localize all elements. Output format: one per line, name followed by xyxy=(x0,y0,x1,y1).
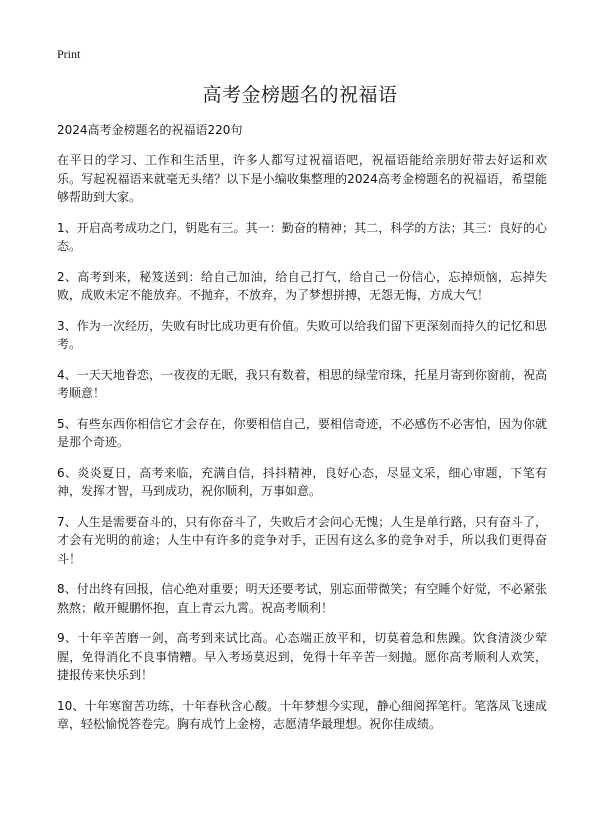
list-item: 4、一天天地眷恋，一夜夜的无眠，我只有数着，相思的绿莹帘珠，托星月寄到你窗前，祝高考顺意！ xyxy=(57,367,547,400)
page-title: 高考金榜题名的祝福语 xyxy=(202,84,398,106)
intro-paragraph: 在平日的学习、工作和生活里，许多人都写过祝福语吧，祝福语能给亲朋好带去好运和欢乐。写起祝福语来就毫无头绪？以下是小编收集整理的2024高考金榜题名的祝福语，希望能够帮助到大家。 xyxy=(57,153,547,204)
list-item: 8、付出终有回报，信心绝对重要；明天还要考试，别忘面带微笑；有空睡个好觉，不必紧张熬熬；敞开鲲鹏怀抱，直上青云九霄。祝高考顺利！ xyxy=(57,582,547,615)
list-item: 5、有些东西你相信它才会存在，你要相信自己，要相信奇迹，不必感伤不必害怕，因为你就是那个奇迹。 xyxy=(57,416,547,449)
list-item: 9、十年辛苦磨一剑，高考到来试比高。心态端正放平和，切莫着急和焦躁。饮食清淡少荤腥，免得消化不良事情糟。早入考场莫迟到，免得十年辛苦一刻抛。愿你高考顺利人欢笑，捷报传来快乐到！ xyxy=(57,631,547,682)
list-item: 1、开启高考成功之门，钥匙有三。其一：勤奋的精神；其二，科学的方法；其三：良好的心态。 xyxy=(57,220,547,253)
list-item: 3、作为一次经历，失败有时比成功更有价值。失败可以给我们留下更深刻而持久的记忆和思考。 xyxy=(57,318,547,351)
list-item: 6、炎炎夏日，高考来临，充满自信，抖抖精神，良好心态，尽显文采，细心审题，下笔有神，发挥才智，马到成功，祝你顺利，万事如意。 xyxy=(57,465,547,498)
list-item: 10、十年寒窗苦功练，十年春秋含心酸。十年梦想今实现，静心细阅挥笔杆。笔落凤飞速成章，轻松愉悦答卷完。胸有成竹上金榜，志愿清华最理想。祝你佳成绩。 xyxy=(57,698,547,731)
article-body xyxy=(57,151,547,746)
list-item: 2、高考到来，秘笈送到：给自己加油，给自己打气，给自己一份信心，忘掉烦恼，忘掉失败，成败未定不能放弃。不抛弃，不放弃，为了梦想拼搏，无怨无悔，方成大气！ xyxy=(57,269,547,302)
list-item: 7、人生是需要奋斗的，只有你奋斗了，失败后才会问心无愧；人生是单行路，只有奋斗了，才会有光明的前途；人生中有许多的竞争对手，正因有这么多的竞争对手，所以我们更得奋斗！ xyxy=(57,514,547,566)
document-subtitle: 2024高考金榜题名的祝福语220句 xyxy=(57,123,243,137)
print-link[interactable]: Print xyxy=(57,47,81,61)
